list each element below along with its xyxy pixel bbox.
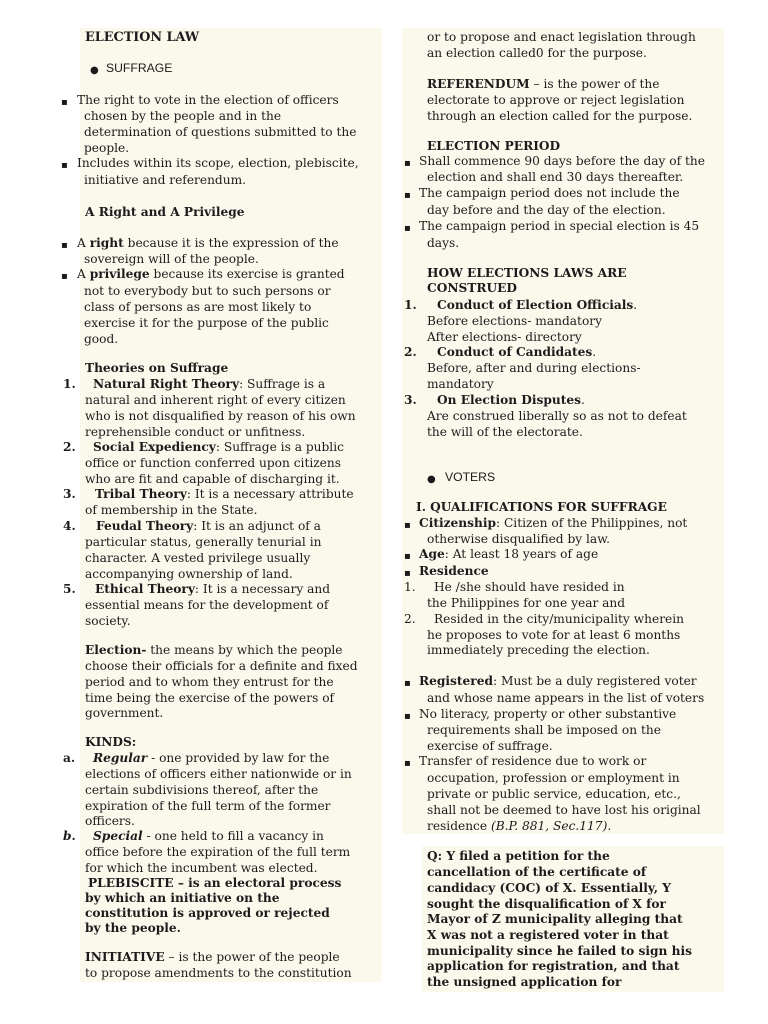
plebiscite-definition: PLEBISCITE – is an electoral process xyxy=(88,876,342,890)
list-item: Regular - one provided by law for the xyxy=(93,751,330,765)
list-item-cont: class of persons as are most likely to xyxy=(84,300,312,314)
square-bullet-icon: ▪ xyxy=(61,240,68,251)
list-item-cont: exercise it for the purpose of the public xyxy=(84,316,329,330)
paragraph-line: or to propose and enact legislation through xyxy=(427,30,696,44)
square-bullet-icon: ▪ xyxy=(404,190,411,201)
question-line: cancellation of the certificate of xyxy=(427,865,647,879)
paragraph-line: period and to whom they entrust for the xyxy=(85,675,334,689)
list-item-cont: private or public service, education, etc., xyxy=(427,787,681,801)
list-item-cont: reprehensible conduct or unfitness. xyxy=(85,425,306,439)
list-item: He /she should have resided in xyxy=(434,580,625,594)
list-item-cont: expiration of the full term of the former xyxy=(85,799,331,813)
list-item-cont: people. xyxy=(84,141,130,155)
paragraph-line: government. xyxy=(85,706,164,720)
list-item-cont: who are fit and capable of discharging it. xyxy=(85,472,340,486)
square-bullet-icon: ▪ xyxy=(404,520,411,531)
list-item-cont: particular status, generally tenurial in xyxy=(85,535,322,549)
list-item: Feudal Theory: It is an adjunct of a xyxy=(96,519,321,533)
question-line: the unsigned application for xyxy=(427,975,622,989)
list-item-cont: day before and the day of the election. xyxy=(427,203,666,217)
section-heading: Theories on Suffrage xyxy=(85,361,229,375)
list-item: A right because it is the expression of the xyxy=(77,236,339,250)
list-letter: b. xyxy=(63,829,76,843)
list-item: Citizenship: Citizen of the Philippines, not xyxy=(419,516,688,530)
list-number: 5. xyxy=(63,582,76,596)
bullet-icon: ● xyxy=(427,474,436,485)
list-item-cont: requirements shall be imposed on the xyxy=(427,723,661,737)
paragraph-line: choose their officials for a definite and fixed xyxy=(85,659,358,673)
square-bullet-icon: ▪ xyxy=(61,160,68,171)
list-item-cont: After elections- directory xyxy=(427,330,582,344)
list-number: 4. xyxy=(63,519,76,533)
list-number: 2. xyxy=(404,612,416,626)
voters-heading: VOTERS xyxy=(445,470,496,484)
list-item: The right to vote in the election of officers xyxy=(77,93,339,107)
question-line: municipality since he failed to sign his xyxy=(427,944,692,958)
list-item-cont: sovereign will of the people. xyxy=(84,252,259,266)
list-item-cont: the Philippines for one year and xyxy=(427,596,626,610)
list-item-cont: determination of questions submitted to the xyxy=(84,125,357,139)
list-number: 3. xyxy=(63,487,76,501)
list-item-cont: accompanying ownership of land. xyxy=(85,567,293,581)
suffrage-heading: SUFFRAGE xyxy=(106,61,173,75)
list-number: 1. xyxy=(404,580,416,594)
square-bullet-icon: ▪ xyxy=(404,568,411,579)
document-title: ELECTION LAW xyxy=(85,30,200,45)
square-bullet-icon: ▪ xyxy=(61,271,68,282)
section-heading: A Right and A Privilege xyxy=(85,205,245,219)
list-item-cont: Before, after and during elections- xyxy=(427,361,641,375)
list-item-cont: society. xyxy=(85,614,131,628)
paragraph-line: electorate to approve or reject legislation xyxy=(427,93,685,107)
list-item: Includes within its scope, election, plebiscite, xyxy=(77,156,359,170)
square-bullet-icon: ▪ xyxy=(404,711,411,722)
list-item-cont: character. A vested privilege usually xyxy=(85,551,311,565)
list-item-cont: initiative and referendum. xyxy=(84,173,246,187)
list-number: 1. xyxy=(404,298,417,312)
list-item-cont: mandatory xyxy=(427,377,494,391)
list-item: Conduct of Election Officials. xyxy=(437,298,638,312)
section-heading: ELECTION PERIOD xyxy=(427,139,561,153)
election-definition: Election- the means by which the people xyxy=(85,643,343,657)
list-item: Resided in the city/municipality wherein xyxy=(434,612,684,626)
plebiscite-definition: constitution is approved or rejected xyxy=(85,906,330,920)
kinds-heading: KINDS: xyxy=(85,735,137,749)
list-item-cont: elections of officers either nationwide or in xyxy=(85,767,352,781)
list-item-cont: otherwise disqualified by law. xyxy=(427,532,611,546)
square-bullet-icon: ▪ xyxy=(61,97,68,108)
list-item: Social Expediency: Suffrage is a public xyxy=(93,440,344,454)
square-bullet-icon: ▪ xyxy=(404,758,411,769)
list-item-cont: chosen by the people and in the xyxy=(84,109,282,123)
list-item: The campaign period in special election is 45 xyxy=(419,219,700,233)
initiative-definition: INITIATIVE – is the power of the people xyxy=(85,950,340,964)
square-bullet-icon: ▪ xyxy=(404,158,411,169)
question-line: Mayor of Z municipality alleging that xyxy=(427,912,683,926)
list-item-cont: the will of the electorate. xyxy=(427,425,583,439)
list-letter: a. xyxy=(63,751,76,765)
list-number: 2. xyxy=(404,345,417,359)
plebiscite-definition: by the people. xyxy=(85,921,181,935)
list-item-cont: residence (B.P. 881, Sec.117). xyxy=(427,819,612,833)
list-item: Special - one held to fill a vacancy in xyxy=(93,829,324,843)
plebiscite-definition: by which an initiative on the xyxy=(85,891,280,905)
list-item-cont: and whose name appears in the list of voters xyxy=(427,691,705,705)
list-item: A privilege because its exercise is granted xyxy=(77,267,345,281)
paragraph-line: to propose amendments to the constitution xyxy=(85,966,352,980)
list-number: 1. xyxy=(63,377,76,391)
list-item: On Election Disputes. xyxy=(437,393,585,407)
question-line: Q: Y filed a petition for the xyxy=(427,849,610,863)
list-item-cont: Are construed liberally so as not to defeat xyxy=(427,409,687,423)
list-item-cont: he proposes to vote for at least 6 months xyxy=(427,628,681,642)
question-line: candidacy (COC) of X. Essentially, Y xyxy=(427,881,671,895)
question-line: application for registration, and that xyxy=(427,959,680,973)
list-item-cont: officers. xyxy=(85,814,135,828)
list-item: No literacy, property or other substantive xyxy=(419,707,677,721)
section-heading: I. QUALIFICATIONS FOR SUFFRAGE xyxy=(416,500,667,514)
list-item-cont: of membership in the State. xyxy=(85,503,258,517)
list-item: Registered: Must be a duly registered voter xyxy=(419,674,697,688)
list-item-cont: essential means for the development of xyxy=(85,598,329,612)
paragraph-line: an election called0 for the purpose. xyxy=(427,46,647,60)
list-item: Ethical Theory: It is a necessary and xyxy=(95,582,331,596)
list-item-cont: certain subdivisions thereof, after the xyxy=(85,783,319,797)
square-bullet-icon: ▪ xyxy=(404,678,411,689)
list-item: Natural Right Theory: Suffrage is a xyxy=(93,377,326,391)
list-item-cont: office or function conferred upon citizens xyxy=(85,456,341,470)
square-bullet-icon: ▪ xyxy=(404,223,411,234)
list-item-cont: office before the expiration of the full term xyxy=(85,845,351,859)
question-line: X was not a registered voter in that xyxy=(427,928,669,942)
list-item: Tribal Theory: It is a necessary attribute xyxy=(95,487,354,501)
list-item: Shall commence 90 days before the day of the xyxy=(419,154,705,168)
list-item-cont: shall not be deemed to have lost his original xyxy=(427,803,701,817)
list-item-cont: natural and inherent right of every citizen xyxy=(85,393,346,407)
list-item: Age: At least 18 years of age xyxy=(419,547,599,561)
list-item: Conduct of Candidates. xyxy=(437,345,597,359)
list-item-cont: good. xyxy=(84,332,119,346)
question-line: sought the disqualification of X for xyxy=(427,897,666,911)
bullet-icon: ● xyxy=(90,65,99,76)
list-item-cont: occupation, profession or employment in xyxy=(427,771,680,785)
list-item: Residence xyxy=(419,564,489,578)
list-item-cont: days. xyxy=(427,236,460,250)
list-item-cont: Before elections- mandatory xyxy=(427,314,602,328)
list-item-cont: who is not disqualified by reason of his own xyxy=(85,409,356,423)
section-heading: CONSTRUED xyxy=(427,281,517,295)
section-heading: HOW ELECTIONS LAWS ARE xyxy=(427,266,627,280)
list-item-cont: exercise of suffrage. xyxy=(427,739,553,753)
square-bullet-icon: ▪ xyxy=(404,551,411,562)
list-item: The campaign period does not include the xyxy=(419,186,680,200)
paragraph-line: time being the exercise of the powers of xyxy=(85,691,335,705)
list-number: 3. xyxy=(404,393,417,407)
list-item-cont: not to everybody but to such persons or xyxy=(84,284,331,298)
list-item-cont: immediately preceding the election. xyxy=(427,643,650,657)
paragraph-line: through an election called for the purpose. xyxy=(427,109,693,123)
list-item-cont: election and shall end 30 days thereafter. xyxy=(427,170,684,184)
referendum-definition: REFERENDUM – is the power of the xyxy=(427,77,660,91)
list-item: Transfer of residence due to work or xyxy=(419,754,647,768)
list-item-cont: for which the incumbent was elected. xyxy=(85,861,318,875)
list-number: 2. xyxy=(63,440,76,454)
